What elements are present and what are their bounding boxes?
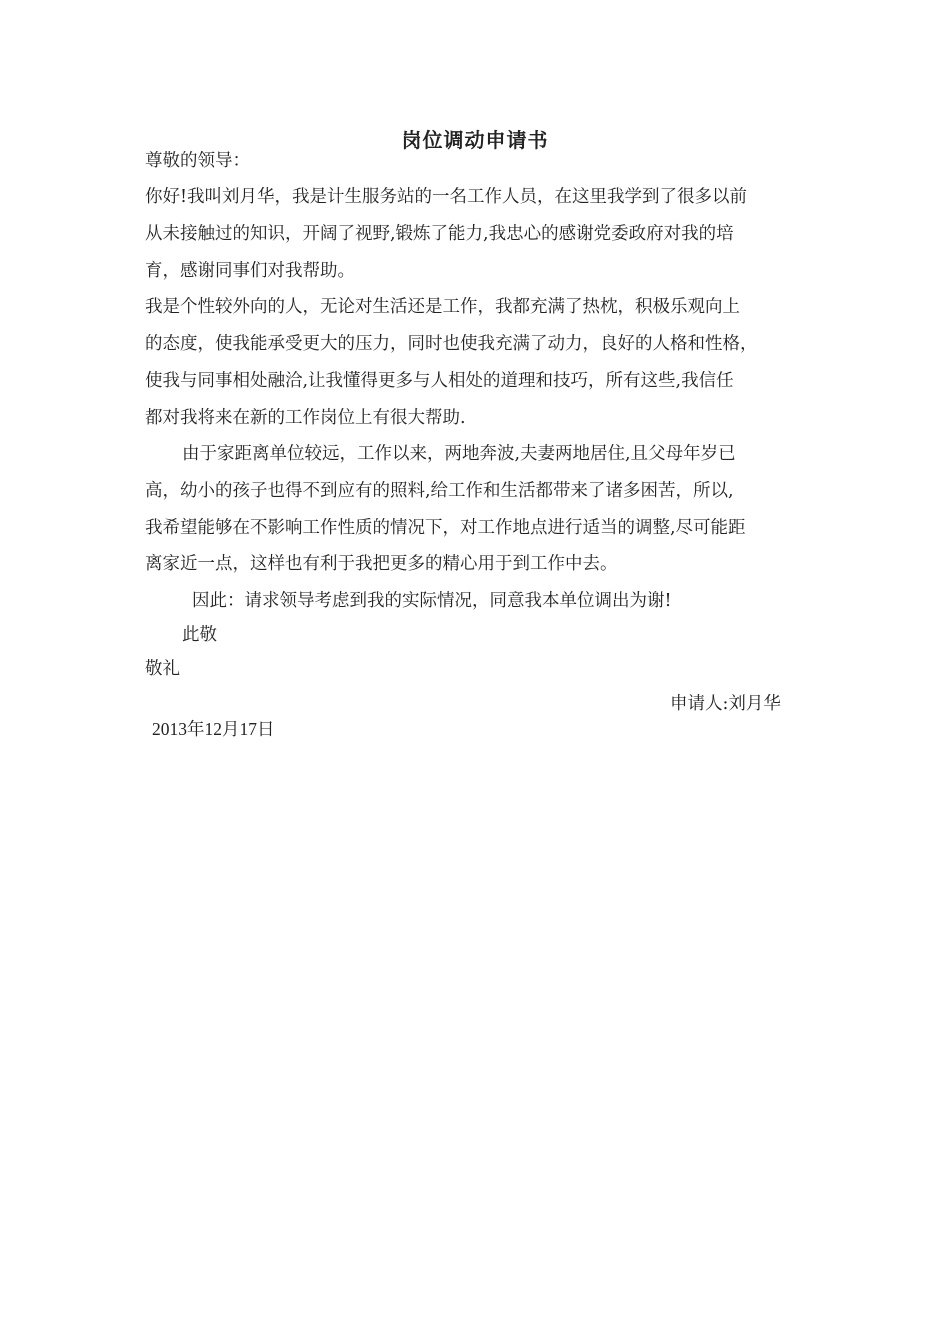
paragraph2-line-1: 我是个性较外向的人，无论对生活还是工作，我都充满了热枕，积极乐观向上 — [145, 297, 740, 317]
closing-line-2: 敬礼 — [145, 659, 180, 679]
paragraph3-line-1: 由于家距离单位较远，工作以来，两地奔波,夫妻两地居住,且父母年岁已 — [182, 444, 736, 464]
paragraph3-line-2: 高，幼小的孩子也得不到应有的照料,给工作和生活都带来了诸多困苦，所以, — [145, 481, 734, 501]
paragraph2-line-3: 使我与同事相处融洽,让我懂得更多与人相处的道理和技巧，所有这些,我信任 — [145, 371, 734, 391]
paragraph2-line-2: 的态度，使我能承受更大的压力，同时也使我充满了动力，良好的人格和性格， — [145, 334, 758, 354]
paragraph1-line-2: 从未接触过的知识，开阔了视野,锻炼了能力,我忠心的感谢党委政府对我的培 — [145, 224, 734, 244]
paragraph3-line-3: 我希望能够在不影响工作性质的情况下，对工作地点进行适当的调整,尽可能距 — [145, 518, 746, 538]
applicant-signature: 申请人:刘月华 — [670, 694, 781, 714]
request-line: 因此：请求领导考虑到我的实际情况，同意我本单位调出为谢! — [192, 591, 672, 611]
document-title: 岗位调动申请书 — [401, 128, 549, 152]
closing-line-1: 此敬 — [182, 625, 217, 645]
paragraph1-line-1: 你好!我叫刘月华，我是计生服务站的一名工作人员，在这里我学到了很多以前 — [145, 187, 748, 207]
date-line: 2013年12月17日 — [152, 719, 275, 739]
paragraph2-line-4: 都对我将来在新的工作岗位上有很大帮助. — [145, 408, 466, 428]
paragraph3-line-4: 离家近一点，这样也有利于我把更多的精心用于到工作中去。 — [145, 554, 618, 574]
salutation: 尊敬的领导： — [145, 151, 250, 171]
paragraph1-line-3: 育，感谢同事们对我帮助。 — [145, 261, 355, 281]
